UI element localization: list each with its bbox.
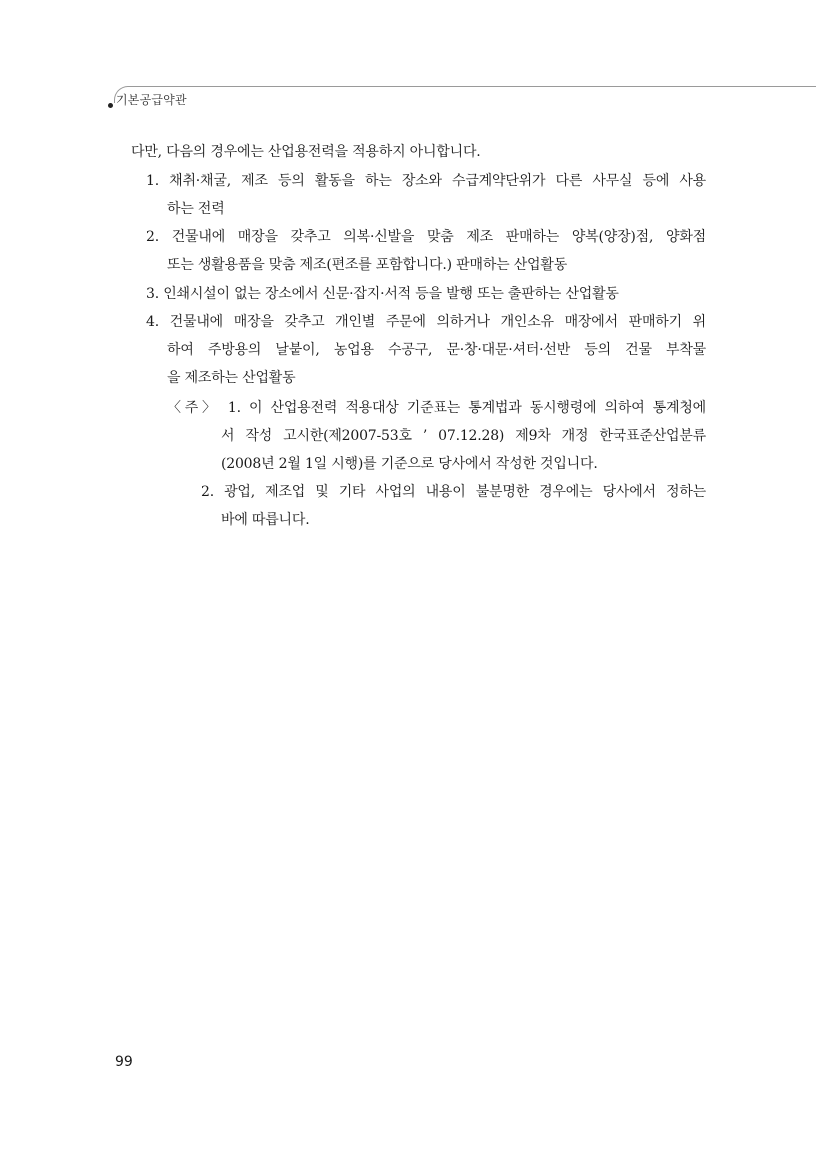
list-item-2-line-2: 또는 생활용품을 맞춤 제조(편조를 포함합니다.) 판매하는 산업활동 (167, 257, 568, 273)
list-item-4-line-3: 을 제조하는 산업활동 (167, 370, 296, 386)
list-item-1-line-1: 1. 채취·채굴, 제조 등의 활동을 하는 장소와 수급계약단위가 다른 사무실 등에 사용 (146, 173, 706, 189)
note-1-line-3: (2008년 2월 1일 시행)를 기준으로 당사에서 작성한 것입니다. (221, 456, 598, 472)
note-2-line-1: 2. 광업, 제조업 및 기타 사업의 내용이 불분명한 경우에는 당사에서 정하는 (201, 484, 706, 500)
list-item-2-line-1: 2. 건물내에 매장을 갖추고 의복·신발을 맞춤 제조 판매하는 양복(양장)점, 양화점 (146, 229, 706, 245)
list-item-4-line-2: 하여 주방용의 날붙이, 농업용 수공구, 문·창·대문·셔터·선반 등의 건물 부착물 (167, 342, 706, 358)
list-item-4-line-1: 4. 건물내에 매장을 갖추고 개인별 주문에 의하거나 개인소유 매장에서 판매하기 위 (146, 314, 706, 330)
note-1-line-1: 〈주〉 1. 이 산업용전력 적용대상 기준표는 통계법과 동시행령에 의하여 통계청에 (167, 400, 706, 416)
note-2-line-2: 바에 따릅니다. (221, 512, 310, 528)
list-item-1-line-2: 하는 전력 (167, 201, 225, 217)
page-number: 99 (115, 1054, 133, 1070)
note-1-line-2: 서 작성 고시한(제2007-53호 ’ 07.12.28) 제9차 개정 한국표준산업분류 (221, 428, 706, 444)
list-item-3-line-1: 3. 인쇄시설이 없는 장소에서 신문·잡지·서적 등을 발행 또는 출판하는 산업활동 (146, 286, 619, 302)
header-title: 기본공급약관 (116, 93, 187, 107)
intro-paragraph: 다만, 다음의 경우에는 산업용전력을 적용하지 아니합니다. (131, 144, 481, 160)
